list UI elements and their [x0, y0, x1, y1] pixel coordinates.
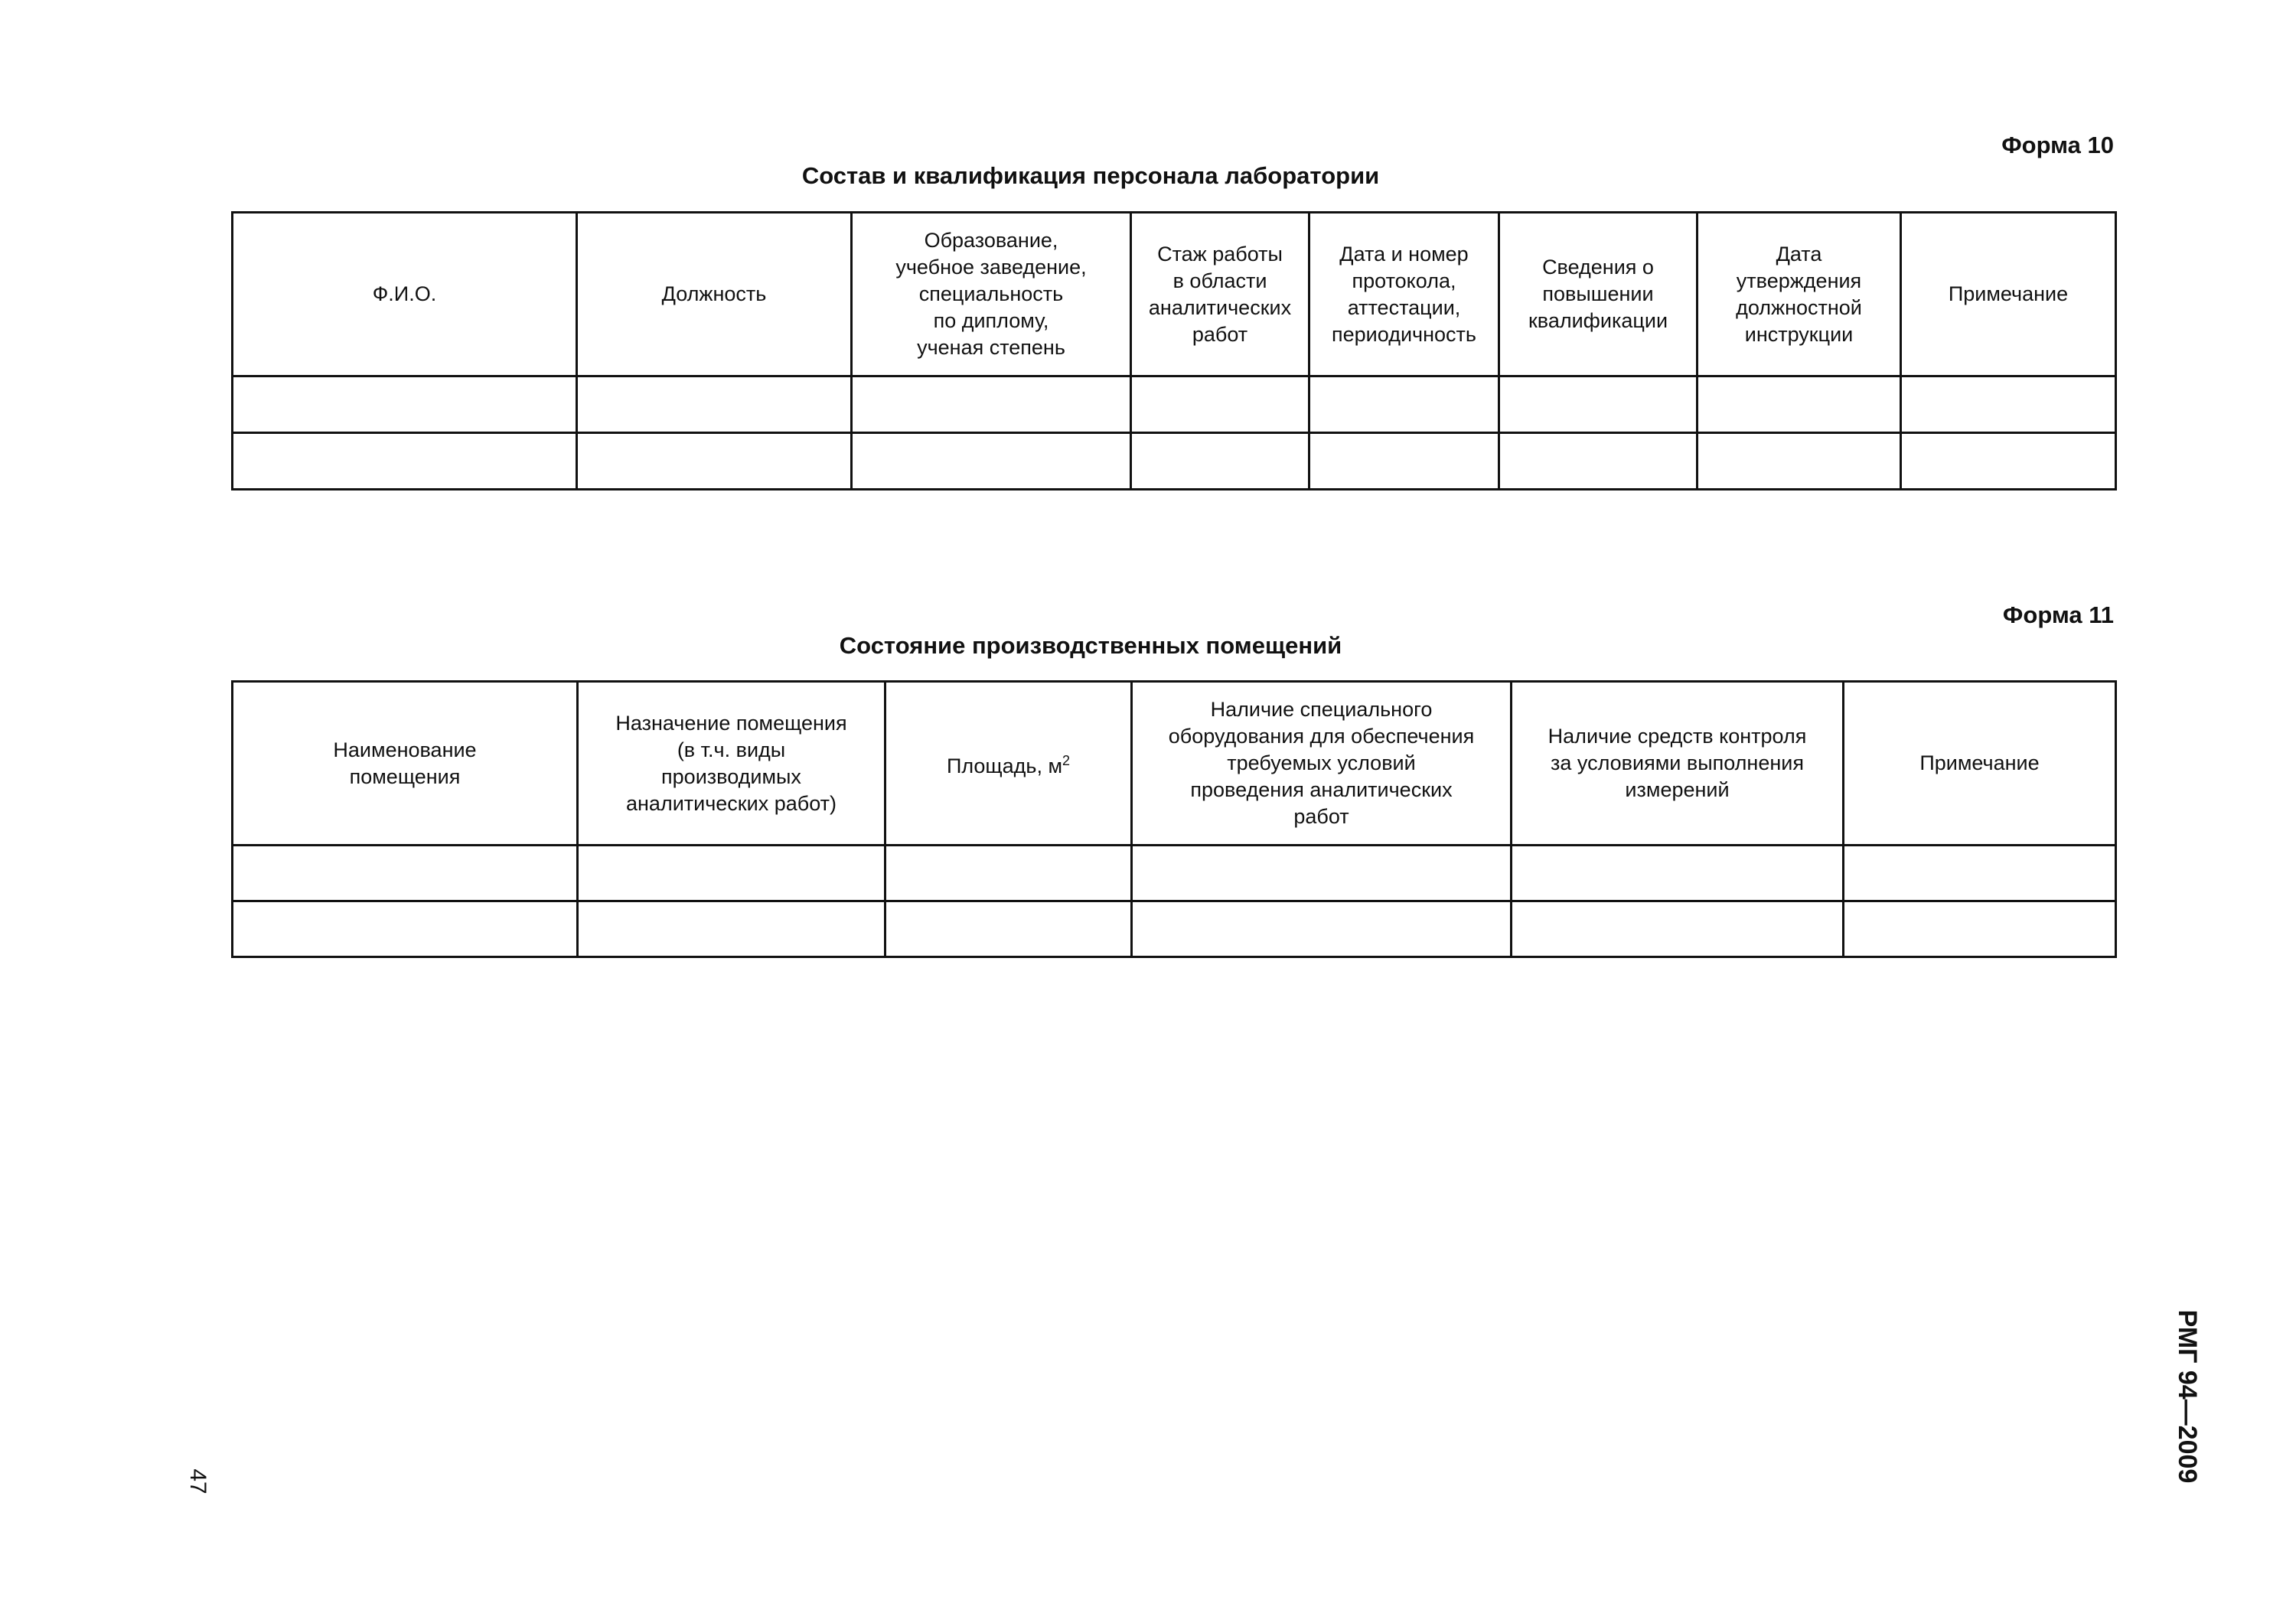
- table-cell[interactable]: [578, 846, 885, 901]
- table-cell[interactable]: [1499, 433, 1698, 490]
- table-row: [233, 433, 2116, 490]
- form10-col-header: Примечание: [1901, 213, 2116, 376]
- table-row: [233, 901, 2116, 957]
- form10-label: Форма 10: [2001, 132, 2114, 158]
- area-exponent: 2: [1062, 752, 1071, 768]
- table-cell[interactable]: [1844, 846, 2116, 901]
- form10-col-header: Должность: [577, 213, 852, 376]
- table-cell[interactable]: [1512, 901, 1844, 957]
- form10-col-header: Сведения о повышении квалификации: [1499, 213, 1698, 376]
- form11-table: [231, 680, 2117, 958]
- form11-header-row: [233, 682, 2116, 846]
- form10-col-header: Дата и номер протокола, аттестации, периодичность: [1309, 213, 1499, 376]
- table-cell[interactable]: [233, 433, 577, 490]
- table-cell[interactable]: [1131, 433, 1309, 490]
- table-cell[interactable]: [1698, 433, 1901, 490]
- form10-col-header: Ф.И.О.: [233, 213, 577, 376]
- form11-col-header: Наименование помещения: [233, 682, 578, 846]
- table-row: [233, 376, 2116, 433]
- table-cell[interactable]: [1132, 846, 1512, 901]
- table-cell[interactable]: [1698, 376, 1901, 433]
- form11-col-header: Наличие средств контроля за условиями выполнения измерений: [1512, 682, 1844, 846]
- table-cell[interactable]: [1844, 901, 2116, 957]
- page-number: 47: [185, 1468, 210, 1494]
- form11-col-header: [885, 682, 1132, 846]
- form11-col-header: Наличие специального оборудования для обеспечения требуемых условий проведения аналитических работ: [1132, 682, 1512, 846]
- table-cell[interactable]: [1901, 433, 2116, 490]
- table-cell[interactable]: [233, 846, 578, 901]
- form11-col-header: Назначение помещения (в т.ч. виды производимых аналитических работ): [578, 682, 885, 846]
- form10-col-header: Дата утверждения должностной инструкции: [1698, 213, 1901, 376]
- form10-col-header: Стаж работы в области аналитических работ: [1131, 213, 1309, 376]
- table-cell[interactable]: [885, 901, 1132, 957]
- form10-title: Состав и квалификация персонала лаборатории: [801, 162, 1380, 189]
- table-cell[interactable]: [1309, 433, 1499, 490]
- table-cell[interactable]: [852, 376, 1131, 433]
- table-cell[interactable]: [577, 433, 852, 490]
- table-cell[interactable]: [578, 901, 885, 957]
- table-cell[interactable]: [1309, 376, 1499, 433]
- form10-col-header: Образование, учебное заведение, специальность по диплому, ученая степень: [852, 213, 1131, 376]
- form11-col-header: Примечание: [1844, 682, 2116, 846]
- form10-header-row: [233, 213, 2116, 376]
- form11-label: Форма 11: [2002, 601, 2114, 628]
- form11-title: Состояние производственных помещений: [839, 632, 1342, 659]
- document-code: РМГ 94—2009: [2173, 1309, 2202, 1484]
- area-label: Площадь, м: [946, 754, 1063, 777]
- table-cell[interactable]: [1499, 376, 1698, 433]
- table-cell[interactable]: [233, 901, 578, 957]
- table-cell[interactable]: [1132, 901, 1512, 957]
- table-cell[interactable]: [1131, 376, 1309, 433]
- table-cell[interactable]: [1901, 376, 2116, 433]
- table-cell[interactable]: [577, 376, 852, 433]
- table-cell[interactable]: [885, 846, 1132, 901]
- table-cell[interactable]: [852, 433, 1131, 490]
- table-cell[interactable]: [1512, 846, 1844, 901]
- form10-table: [231, 211, 2117, 490]
- table-cell[interactable]: [233, 376, 577, 433]
- table-row: [233, 846, 2116, 901]
